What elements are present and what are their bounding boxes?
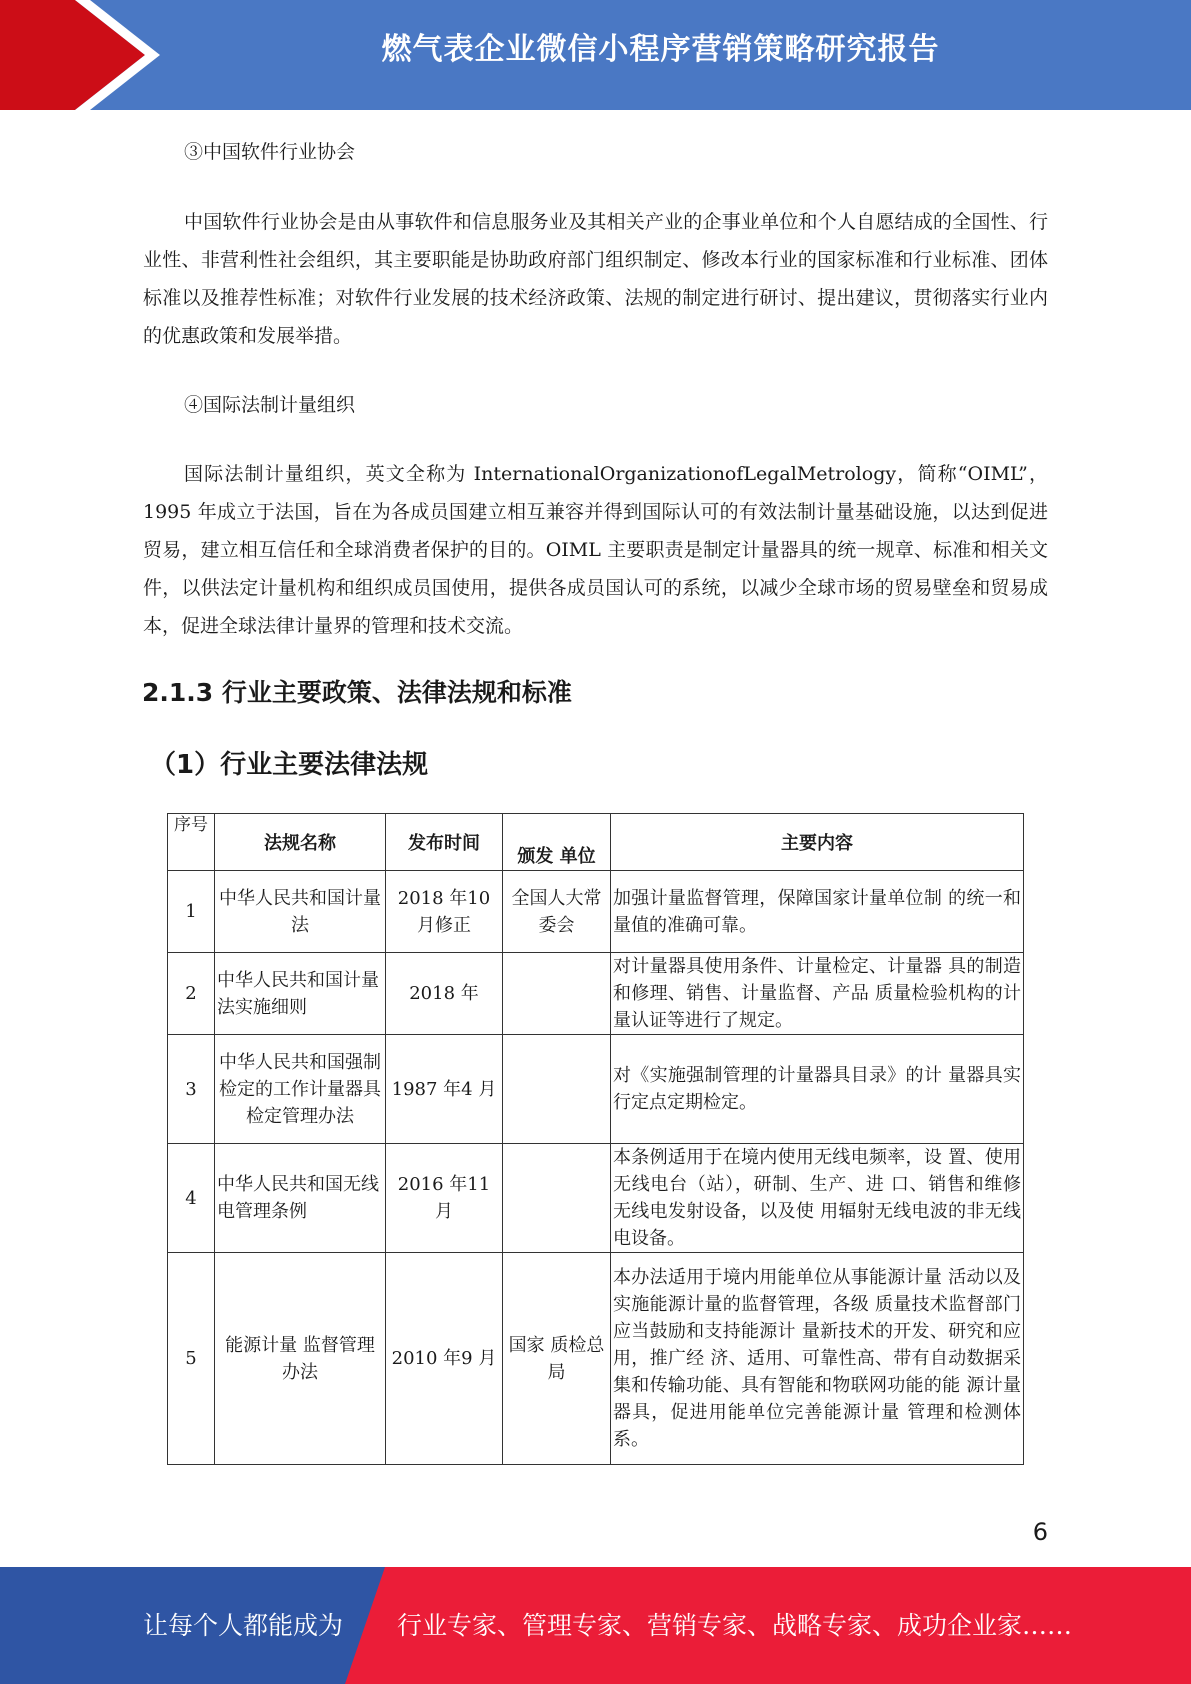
row-date: 2010 年9 月	[386, 1253, 503, 1465]
header-date: 发布时间	[386, 814, 503, 871]
row-content: 本办法适用于境内用能单位从事能源计量 活动以及实施能源计量的监督管理，各级 质量技术监督部门应当鼓励和支持能源计 量新技术的开发、研究和应用，推广经 济、适用、可靠性高、带有自动数据采集和传输功能、具有智能和物联网功能的能 源计量器具，促进用能单位完善能源计量 管理和检测体系。	[611, 1253, 1024, 1465]
row-name: 中华人民共和国无线电管理条例	[215, 1144, 386, 1253]
table-row	[168, 953, 1024, 1035]
footer-slogan-right: 行业专家、管理专家、营销专家、战略专家、成功企业家……	[397, 1611, 1073, 1640]
section-title: 2.1.3 行业主要政策、法律法规和标准	[142, 678, 572, 707]
row-name: 中华人民共和国强制检定的工作计量器具检定管理办法	[215, 1035, 386, 1144]
row-issuer: 国家 质检总局	[503, 1253, 611, 1465]
row-content: 本条例适用于在境内使用无线电频率，设 置、使用无线电台（站），研制、生产、进 口、销售和维修无线电发射设备，以及使 用辐射无线电波的非无线电设备。	[611, 1144, 1024, 1253]
table-header-row	[168, 814, 1024, 871]
row-issuer	[503, 1035, 611, 1144]
row-name: 中华人民共和国计量法实施细则	[215, 953, 386, 1035]
oiml-paragraph: 国际法制计量组织，英文全称为 InternationalOrganizationofLegalMetrology，简称“OIML”，1995 年成立于法国，旨在为各成员国建立相互兼容并得到国际认可的有效法制计量基础设施，以达到促进贸易，建立相互信任和全球消费者保护的目的。OIML 主要职责是制定计量器具的统一规章、标准和相关文件，以供法定计量机构和组织成员国使用，提供各成员国认可的系统，以减少全球市场的贸易壁垒和贸易成本，促进全球法律计量界的管理和技术交流。	[143, 463, 1048, 637]
header-content: 主要内容	[611, 814, 1024, 871]
subsection-title: （1）行业主要法律法规	[150, 750, 429, 780]
row-content: 对计量器具使用条件、计量检定、计量器 具的制造和修理、销售、计量监督、产品 质量检验机构的计量认证等进行了规定。	[611, 953, 1024, 1035]
row-issuer: 全国人大常委会	[503, 871, 611, 953]
header-name: 法规名称	[215, 814, 386, 871]
laws-table	[167, 813, 1024, 1465]
table-row	[168, 1144, 1024, 1253]
oiml-heading: ④国际法制计量组织	[184, 394, 356, 416]
csia-paragraph: 中国软件行业协会是由从事软件和信息服务业及其相关产业的企事业单位和个人自愿结成的全国性、行业性、非营利性社会组织，其主要职能是协助政府部门组织制定、修改本行业的国家标准和行业标准、团体标准以及推荐性标准；对软件行业发展的技术经济政策、法规的制定进行研讨、提出建议，贯彻落实行业内的优惠政策和发展举措。	[143, 211, 1048, 347]
row-content: 加强计量监督管理，保障国家计量单位制 的统一和量值的准确可靠。	[611, 871, 1024, 953]
row-num: 5	[168, 1253, 215, 1465]
page-header	[0, 0, 1191, 110]
footer-slogan-left: 让每个人都能成为	[143, 1611, 344, 1640]
row-name: 中华人民共和国计量法	[215, 871, 386, 953]
row-num: 2	[168, 953, 215, 1035]
row-num: 4	[168, 1144, 215, 1253]
page-footer	[0, 1567, 1191, 1684]
table-row	[168, 1035, 1024, 1144]
report-title: 燃气表企业微信小程序营销策略研究报告	[381, 32, 940, 67]
row-num: 1	[168, 871, 215, 953]
row-content: 对《实施强制管理的计量器具目录》的计 量器具实行定点定期检定。	[611, 1035, 1024, 1144]
page-number: 6	[1032, 1518, 1048, 1546]
row-date: 1987 年4 月	[386, 1035, 503, 1144]
header-num: 序号	[168, 814, 215, 871]
row-issuer	[503, 1144, 611, 1253]
row-issuer	[503, 953, 611, 1035]
header-issuer: 颁发 单位	[503, 814, 611, 871]
row-date: 2018 年	[386, 953, 503, 1035]
row-name: 能源计量 监督管理办法	[215, 1253, 386, 1465]
row-date: 2018 年10 月修正	[397, 887, 491, 936]
row-date: 2016 年11 月	[386, 1144, 503, 1253]
table-row	[168, 1253, 1024, 1465]
csia-heading: ③中国软件行业协会	[184, 141, 356, 163]
table-row	[168, 871, 1024, 953]
row-num: 3	[168, 1035, 215, 1144]
